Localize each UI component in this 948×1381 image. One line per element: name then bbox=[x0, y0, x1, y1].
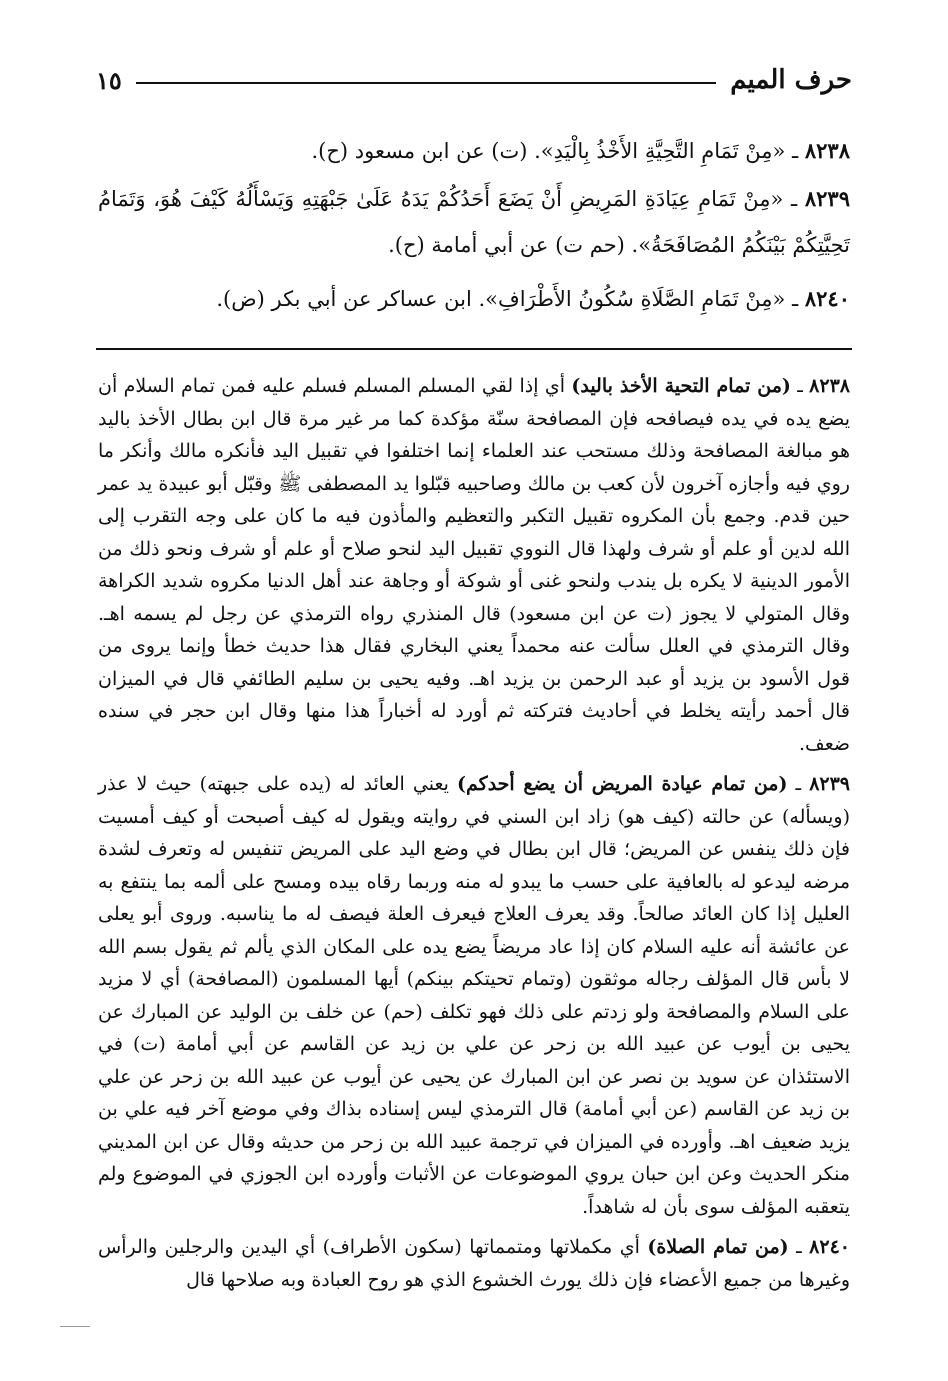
commentary-paragraph: ٨٢٣٨ ـ (من تمام التحية الأخذ باليد) أي إذا لقي المسلم المسلم فسلم عليه فمن تمام السلام أن يضع يده في يده فيصافحه فإن المصافحة سنّة مؤكدة كما مر غير مرة قال ابن بطال الأخذ باليد هو مبالغة المصافحة وذلك مستحب عند العلماء إنما اختلفوا في تقبيل اليد فأنكره مالك وأنكر ما روي فيه وأجازه آخرون لأن كعب بن مالك وصاحبيه قبّلوا يد المصطفى ﷺ وقبّل أبو عبيدة يد عمر حين قدم. وجمع بأن المكروه تقبيل التكبر والتعظيم والمأذون فيه ما كان على وجه التقرب إلى الله لدين أو علم أو شرف ولهذا قال النووي تقبيل اليد لنحو صلاح أو علم أو شرف ونحو ذلك من الأمور الدينية لا يكره بل يندب ولنحو غنى أو شوكة أو وجاهة عند أهل الدنيا مكروه شديد الكراهة وقال المتولي لا يجوز (ت عن ابن مسعود) قال المنذري رواه الترمذي عن رجل لم يسمه اهـ. وقال الترمذي في العلل سألت عنه محمداً يعني البخاري فقال هذا حديث خطأ وإنما يروى من قول الأسود بن يزيد أو عبد الرحمن بن يزيد اهـ. وفيه يحيى بن سليم الطائفي قال في الميزان قال أحمد رأيته يخلط في أحاديث فتركته ثم أورد له أخباراً هذا منها وقال ابن حجر في سنده ضعف. bbox=[98, 375, 850, 755]
section-divider bbox=[96, 348, 852, 350]
hadith-number: ٨٢٣٨ bbox=[804, 138, 850, 163]
hadith-number: ٨٢٣٩ bbox=[804, 186, 850, 211]
commentary-number: ٨٢٤٠ bbox=[809, 1236, 850, 1258]
page-number: ١٥ bbox=[96, 65, 122, 95]
commentary-text: أي مكملاتها ومتمماتها (سكون الأطراف) أي اليدين والرجلين والرأس وغيرها من جميع الأعضاء فإن ذلك يورث الخشوع الذي هو روح العبادة وبه صلاحها قال bbox=[98, 1236, 850, 1291]
commentary-text: أي إذا لقي المسلم المسلم فسلم عليه فمن تمام السلام أن يضع يده في يده فيصافحه فإن المصافحة سنّة مؤكدة كما مر غير مرة قال ابن بطال الأخذ باليد هو مبالغة المصافحة وذلك مستحب عند العلماء إنما اختلفوا في تقبيل اليد فأنكره مالك وأنكر ما روي فيه وأجازه آخرون لأن كعب بن مالك وصاحبيه قبّلوا يد المصطفى ﷺ وقبّل أبو عبيدة يد عمر حين قدم. وجمع بأن المكروه تقبيل التكبر والتعظيم والمأذون فيه ما كان على وجه التقرب إلى الله لدين أو علم أو شرف ولهذا قال النووي تقبيل اليد لنحو صلاح أو علم أو شرف ونحو ذلك من الأمور الدينية لا يكره بل يندب ولنحو غنى أو شوكة أو وجاهة عند أهل الدنيا مكروه شديد الكراهة وقال المتولي لا يجوز (ت عن ابن مسعود) قال المنذري رواه الترمذي عن رجل لم يسمه اهـ. وقال الترمذي في العلل سألت عنه محمداً يعني البخاري فقال هذا حديث خطأ وإنما يروى من قول الأسود بن يزيد أو عبد الرحمن بن يزيد اهـ. وفيه يحيى بن سليم الطائفي قال في الميزان قال أحمد رأيته يخلط في أحاديث فتركته ثم أورد له أخباراً هذا منها وقال ابن حجر في سنده ضعف. bbox=[98, 375, 850, 755]
commentary-text: يعني العائد له (يده على جبهته) حيث لا عذر (ويسأله) عن حالته (كيف هو) زاد ابن السني في روايته ويقول له كيف أصبحت أو كيف أمسيت فإن ذلك ينفس عن المريض؛ قال ابن بطال في وضع اليد على المريض تنفيس له وتعرف لشدة مرضه ليدعو له بالعافية على حسب ما يبدو له منه وربما رقاه بيده ومسح على ألمه بما ينتفع به العليل إذا كان العائد صالحاً. وقد يعرف العلاج فيعرف العلة فيصف له ما يناسبه. وروى أبو يعلى عن عائشة أنه عليه السلام كان إذا عاد مريضاً يضع يده على المكان الذي يألم ثم يقول بسم الله لا بأس قال المؤلف رجاله موثقون (وتمام تحيتكم بينكم) أيها المسلمون (المصافحة) أي لا مزيد على السلام والمصافحة ولو زدتم على ذلك فهو تكلف (حم) عن خلف بن الوليد عن المبارك عن يحيى بن أيوب عن عبيد الله بن زحر عن علي بن زيد عن القاسم عن أبي أمامة (ت) في الاستئذان عن سويد بن نصر عن ابن المبارك عن يحيى عن أيوب عن عبيد الله بن زحر عن علي بن زيد عن القاسم (عن أبي أمامة) قال الترمذي ليس إسناده بذاك وفي موضع آخر فيه علي بن يزيد ضعيف اهـ. وأورده في الميزان في ترجمة عبيد الله بن زحر من حديثه وقال عن ابن المديني منكر الحديث وعن ابن حبان يروي الموضوعات عن الأثبات وأورده ابن الجوزي في الموضوع ولم يتعقبه المؤلف سوى بأن له شاهداً. bbox=[98, 773, 850, 1218]
hadith-text: «مِنْ تَمَامِ عِيَادَةِ المَرِيضِ أَنْ يَضَعَ أَحَدُكُمْ يَدَهُ عَلَىٰ جَبْهَتِهِ وَيَسْأَلُهُ كَيْفَ هُوَ، وَتَمَامُ تَحِيَّتِكُمْ بَيْنَكُمُ المُصَافَحَةُ». (حم ت) عن أبي أمامة (ح). bbox=[98, 187, 850, 257]
hadith-number: ٨٢٤٠ bbox=[804, 286, 850, 311]
commentary-number: ٨٢٣٨ bbox=[809, 375, 850, 397]
commentary bbox=[98, 370, 850, 1304]
commentary-number: ٨٢٣٩ bbox=[809, 773, 851, 795]
hadith-8239: ٨٢٣٩ ـ «مِنْ تَمَامِ عِيَادَةِ المَرِيضِ أَنْ يَضَعَ أَحَدُكُمْ يَدَهُ عَلَىٰ جَبْهَتِهِ وَيَسْأَلُهُ كَيْفَ هُوَ، وَتَمَامُ تَحِيَّتِكُمْ بَيْنَكُمُ المُصَافَحَةُ». (حم ت) عن أبي أمامة (ح). bbox=[98, 186, 850, 257]
header-rule bbox=[136, 82, 716, 84]
chapter-title: حرف الميم bbox=[730, 65, 852, 95]
commentary-lead: (من تمام التحية الأخذ باليد) bbox=[571, 375, 791, 397]
hadith-text: «مِنْ تَمَامِ الصَّلَاةِ سُكُونُ الأَطْرَافِ». ابن عساكر عن أبي بكر (ض). bbox=[216, 287, 786, 311]
hadith-8240: ٨٢٤٠ ـ «مِنْ تَمَامِ الصَّلَاةِ سُكُونُ الأَطْرَافِ». ابن عساكر عن أبي بكر (ض). bbox=[216, 286, 850, 311]
commentary-lead: (من تمام الصلاة) bbox=[647, 1236, 789, 1258]
page-header bbox=[96, 60, 852, 100]
commentary-paragraph: ٨٢٤٠ ـ (من تمام الصلاة) أي مكملاتها ومتمماتها (سكون الأطراف) أي اليدين والرجلين والرأس وغيرها من جميع الأعضاء فإن ذلك يورث الخشوع الذي هو روح العبادة وبه صلاحها قال bbox=[98, 1236, 850, 1291]
footer-mark bbox=[60, 1326, 90, 1327]
hadith-8238: ٨٢٣٨ ـ «مِنْ تَمَامِ التَّحِيَّةِ الأَخْذُ بِالْيَدِ». (ت) عن ابن مسعود (ح). bbox=[311, 138, 850, 163]
commentary-paragraph: ٨٢٣٩ ـ (من تمام عيادة المريض أن يضع أحدكم) يعني العائد له (يده على جبهته) حيث لا عذر (ويسأله) عن حالته (كيف هو) زاد ابن السني في روايته ويقول له كيف أصبحت أو كيف أمسيت فإن ذلك ينفس عن المريض؛ قال ابن بطال في وضع اليد على المريض تنفيس له وتعرف لشدة مرضه ليدعو له بالعافية على حسب ما يبدو له منه وربما رقاه بيده ومسح على ألمه بما ينتفع به العليل إذا كان العائد صالحاً. وقد يعرف العلاج فيعرف العلة فيصف له ما يناسبه. وروى أبو يعلى عن عائشة أنه عليه السلام كان إذا عاد مريضاً يضع يده على المكان الذي يألم ثم يقول بسم الله لا بأس قال المؤلف رجاله موثقون (وتمام تحيتكم بينكم) أيها المسلمون (المصافحة) أي لا مزيد على السلام والمصافحة ولو زدتم على ذلك فهو تكلف (حم) عن خلف بن الوليد عن المبارك عن يحيى بن أيوب عن عبيد الله بن زحر عن علي بن زيد عن القاسم عن أبي أمامة (ت) في الاستئذان عن سويد بن نصر عن ابن المبارك عن يحيى عن أيوب عن عبيد الله بن زحر عن علي بن زيد عن القاسم (عن أبي أمامة) قال الترمذي ليس إسناده بذاك وفي موضع آخر فيه علي بن يزيد ضعيف اهـ. وأورده في الميزان في ترجمة عبيد الله بن زحر من حديثه وقال عن ابن المديني منكر الحديث وعن ابن حبان يروي الموضوعات عن الأثبات وأورده ابن الجوزي في الموضوع ولم يتعقبه المؤلف سوى بأن له شاهداً. bbox=[98, 773, 851, 1218]
commentary-lead: (من تمام عيادة المريض أن يضع أحدكم) bbox=[457, 773, 788, 795]
hadith-text: «مِنْ تَمَامِ التَّحِيَّةِ الأَخْذُ بِالْيَدِ». (ت) عن ابن مسعود (ح). bbox=[311, 139, 786, 163]
